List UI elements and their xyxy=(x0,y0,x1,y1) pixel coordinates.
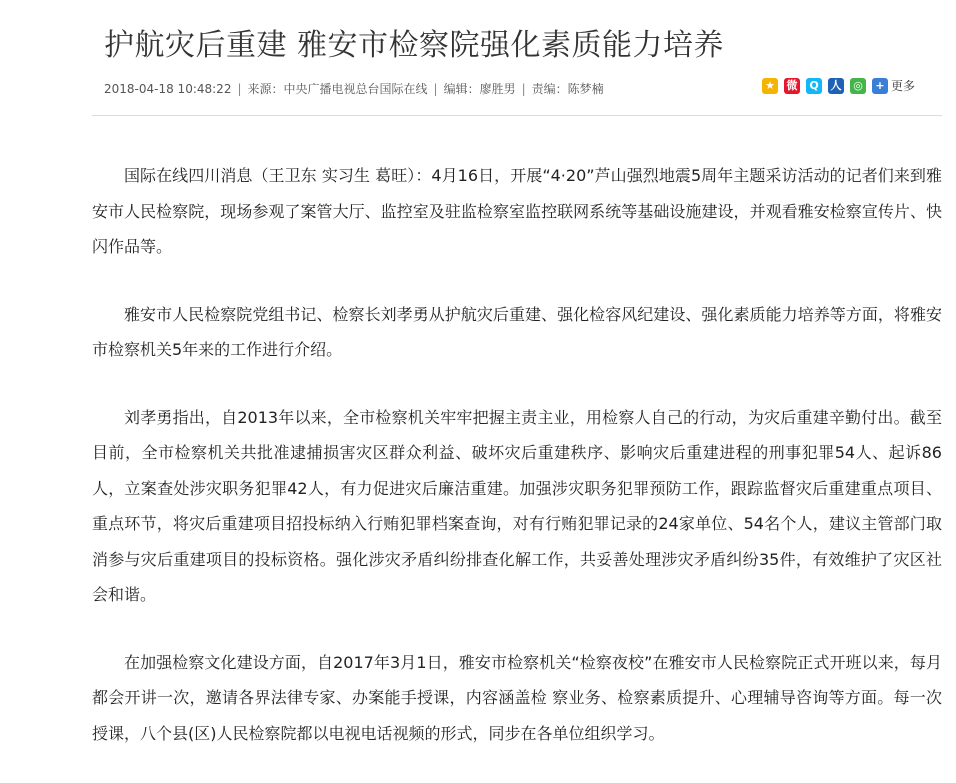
article-meta xyxy=(104,80,604,97)
renren-icon[interactable]: 人 xyxy=(828,78,844,94)
wechat-icon[interactable]: ◎ xyxy=(850,78,866,94)
meta-separator: | xyxy=(237,82,242,96)
share-more-link[interactable]: 更多 xyxy=(891,79,916,93)
article-paragraph: 刘孝勇指出，自2013年以来，全市检察机关牢牢把握主责主业，用检察人自己的行动，为灾后重建辛勤付出。截至目前，全市检察机关共批准逮捕损害灾区群众利益、破坏灾后重建秩序、影响灾后重建进程的刑事犯罪54人、起诉86人，立案查处涉灾职务犯罪42人，有力促进灾后廉洁重建。加强涉灾职务犯罪预防工作，跟踪监督灾后重建重点项目、重点环节，将灾后重建项目招投标纳入行贿犯罪档案查询，对有行贿犯罪记录的24家单位、54名个人，建议主管部门取消参与灾后重建项目的投标资格。强化涉灾矛盾纠纷排查化解工作，共妥善处理涉灾矛盾纠纷35件，有效维护了灾区社会和谐。 xyxy=(92,407,942,604)
meta-separator: | xyxy=(433,82,438,96)
weibo-icon[interactable]: 微 xyxy=(784,78,800,94)
article-paragraph: 雅安市人民检察院党组书记、检察长刘孝勇从护航灾后重建、强化检容风纪建设、强化素质能力培养等方面，将雅安市检察机关5年来的工作进行介绍。 xyxy=(92,304,942,359)
header-divider xyxy=(92,115,942,116)
article-paragraph: 国际在线四川消息（王卫东 实习生 葛旺）：4月16日，开展“4·20”芦山强烈地震5周年主题采访活动的记者们来到雅安市人民检察院，现场参观了案管大厅、监控室及驻监检察室监控联网系统等基础设施建设，并观看雅安检察宣传片、快闪作品等。 xyxy=(92,166,942,256)
share-toolbar xyxy=(762,77,915,94)
meta-separator: | xyxy=(521,82,526,96)
responsible-editor-label: 责编：陈梦楠 xyxy=(531,82,604,96)
article-paragraph: 在加强检察文化建设方面，自2017年3月1日，雅安市检察机关“检察夜校”在雅安市人民检察院正式开班以来，每月都会开讲一次，邀请各界法律专家、办案能手授课，内容涵盖检 察业务、检察素质提升、心理辅导咨询等方面。每一次授课，八个县(区)人民检察院都以电视电话视频的形式，同步在各单位组织学习。 xyxy=(92,652,942,743)
more-icon[interactable]: + xyxy=(872,78,888,94)
editor-label: 编辑：廖胜男 xyxy=(443,82,516,96)
article-title: 护航灾后重建 雅安市检察院强化素质能力培养 xyxy=(104,28,725,63)
publish-datetime: 2018-04-18 10:48:22 xyxy=(104,82,232,96)
qq-icon[interactable]: Q xyxy=(806,78,822,94)
source-label: 来源：中央广播电视总台国际在线 xyxy=(247,82,428,96)
article-body xyxy=(92,158,942,783)
qzone-icon[interactable]: ★ xyxy=(762,78,778,94)
